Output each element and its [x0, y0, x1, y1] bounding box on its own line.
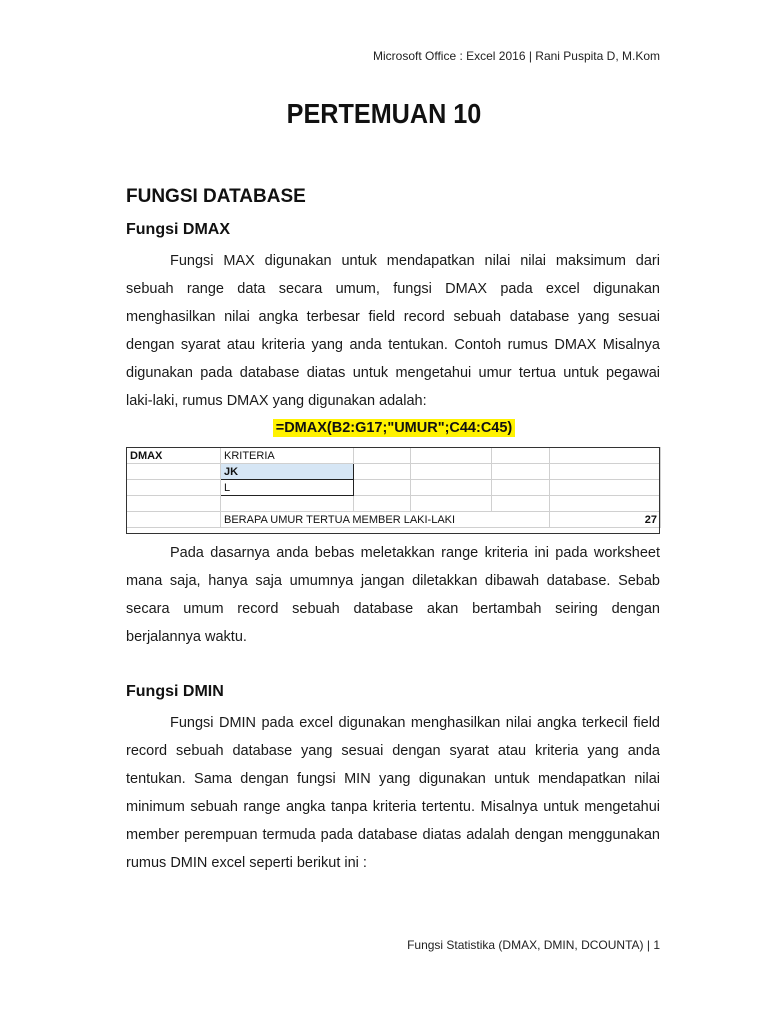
table-row: [127, 480, 661, 496]
page-footer: Fungsi Statistika (DMAX, DMIN, DCOUNTA) | 1: [407, 938, 660, 952]
dmax-paragraph: Fungsi MAX digunakan untuk mendapatkan nilai nilai maksimum dari sebuah range data secara umum, fungsi DMAX pada excel digunakan menghasilkan nilai angka terbesar field record sebuah database yang sesuai dengan syarat atau kriteria yang anda tentukan. Contoh rumus DMAX Misalnya digunakan pada database diatas untuk mengetahui umur tertua untuk pegawai laki-laki, rumus DMAX yang digunakan adalah:: [126, 253, 660, 409]
sheet-cell-label: DMAX: [127, 448, 221, 464]
formula-line: [0, 419, 768, 437]
table-row: [127, 512, 661, 528]
table-row: [127, 448, 661, 464]
table-row: [127, 464, 661, 480]
table-row: [127, 496, 661, 512]
sheet-cell-result: 27: [550, 512, 661, 528]
dmax-formula: =DMAX(B2:G17;"UMUR";C44:C45): [273, 419, 516, 437]
dmin-heading: Fungsi DMIN: [126, 683, 224, 700]
sheet-cell-criteria-value: L: [221, 480, 354, 496]
dmax-paragraph-2: Pada dasarnya anda bebas meletakkan range kriteria ini pada worksheet mana saja, hanya saja umumnya jangan diletakkan dibawah database. Sebab secara umum record sebuah database akan bertambah seiring dengan berjalannya waktu.: [126, 545, 660, 645]
page-header: Microsoft Office : Excel 2016 | Rani Puspita D, M.Kom: [372, 49, 660, 63]
dmax-heading: Fungsi DMAX: [126, 221, 230, 238]
section-heading: FUNGSI DATABASE: [126, 186, 306, 207]
sheet-cell-criteria-field: JK: [221, 464, 354, 480]
page-title: PERTEMUAN 10: [286, 98, 482, 129]
spreadsheet-snippet: [126, 447, 661, 528]
dmin-paragraph: Fungsi DMIN pada excel digunakan menghasilkan nilai angka terkecil field record sebuah database yang sesuai dengan syarat atau kriteria yang anda tentukan. Sama dengan fungsi MIN yang digunakan untuk mendapatkan nilai minimum sebuah range angka tanpa kriteria tertentu. Misalnya untuk mengetahui member perempuan termuda pada database diatas adalah dengan menggunakan rumus DMIN excel seperti berikut ini :: [126, 715, 660, 871]
sheet-cell-kriteria: KRITERIA: [221, 448, 354, 464]
sheet-cell-question: BERAPA UMUR TERTUA MEMBER LAKI-LAKI: [221, 512, 550, 528]
